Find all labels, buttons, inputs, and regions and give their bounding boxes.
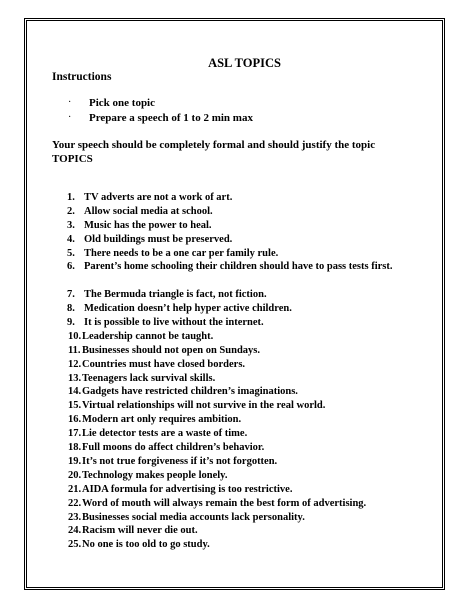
topic-text: Businesses should not open on Sundays.: [82, 344, 260, 356]
topic-text: Countries must have closed borders.: [82, 358, 246, 370]
topic-number: 1.: [67, 192, 75, 203]
topic-text: It’s not true forgiveness if it’s not forgotten.: [82, 455, 278, 467]
topic-text: Leadership cannot be taught.: [82, 330, 214, 342]
topic-number: 13.: [68, 372, 82, 384]
topic-number: 9.: [67, 317, 75, 329]
topic-text: Virtual relationships will not survive in the real world.: [82, 400, 326, 412]
topic-number: 21.: [68, 483, 82, 495]
topic-text: Word of mouth will always remain the best form of advertising.: [82, 497, 367, 509]
topics-heading: TOPICS: [52, 153, 93, 165]
topic-text: TV adverts are not a work of art.: [84, 192, 233, 203]
topic-number: 17.: [68, 428, 82, 440]
topic-number: 10.: [68, 330, 82, 342]
topic-number: 16.: [68, 414, 82, 426]
instructions-heading: Instructions: [52, 71, 112, 83]
topic-text: No one is too old to go study.: [82, 539, 210, 551]
topic-number: 20.: [68, 469, 82, 481]
topic-number: 8.: [67, 303, 75, 315]
topic-number: 15.: [68, 400, 82, 412]
topic-text: It is possible to live without the internet.: [84, 317, 264, 329]
page-title: [0, 56, 474, 70]
topic-text: Parent’s home schooling their children should have to pass tests first.: [84, 261, 393, 273]
topic-text: There needs to be a one car per family rule.: [84, 247, 279, 259]
topic-number: 4.: [67, 233, 75, 245]
topic-number: 12.: [68, 358, 82, 370]
topic-text: Music has the power to heal.: [84, 219, 212, 231]
topic-text: Racism will never die out.: [82, 525, 198, 537]
topic-text: Gadgets have restricted children’s imaginations.: [82, 386, 298, 398]
topic-number: 5.: [67, 247, 75, 259]
topic-number: 23.: [68, 511, 82, 523]
topic-text: Old buildings must be preserved.: [84, 233, 233, 245]
topic-text: Medication doesn’t help hyper active children.: [84, 303, 292, 315]
topic-number: 18.: [68, 442, 82, 454]
topic-number: 6.: [67, 261, 75, 273]
topic-text: The Bermuda triangle is fact, not fiction.: [84, 289, 267, 301]
topic-number: 3.: [67, 219, 75, 231]
speech-note: Your speech should be completely formal and should justify the topic: [52, 139, 376, 151]
topic-number: 2.: [67, 205, 75, 217]
topic-number: 19.: [68, 455, 82, 467]
bullet-icon: ·: [68, 97, 72, 108]
topic-text: Allow social media at school.: [84, 205, 213, 217]
instruction-text: Prepare a speech of 1 to 2 min max: [89, 111, 253, 124]
topic-number: 22.: [68, 497, 82, 509]
instruction-text: Pick one topic: [89, 97, 155, 109]
topic-number: 7.: [67, 289, 75, 301]
topic-text: Modern art only requires ambition.: [82, 414, 242, 426]
topic-number: 25.: [68, 539, 82, 551]
topic-text: Businesses social media accounts lack personality.: [82, 511, 305, 523]
topic-number: 24.: [68, 525, 82, 537]
bullet-icon: ·: [68, 111, 72, 123]
page-title-text: ASL TOPICS: [208, 56, 281, 70]
topic-text: Technology makes people lonely.: [82, 469, 228, 481]
topic-text: Teenagers lack survival skills.: [82, 372, 216, 384]
topic-text: Lie detector tests are a waste of time.: [82, 428, 248, 440]
topic-number: 11.: [68, 344, 81, 356]
topic-number: 14.: [68, 386, 82, 398]
topic-text: AIDA formula for advertising is too restrictive.: [82, 483, 293, 495]
topic-text: Full moons do affect children’s behavior.: [82, 442, 265, 454]
